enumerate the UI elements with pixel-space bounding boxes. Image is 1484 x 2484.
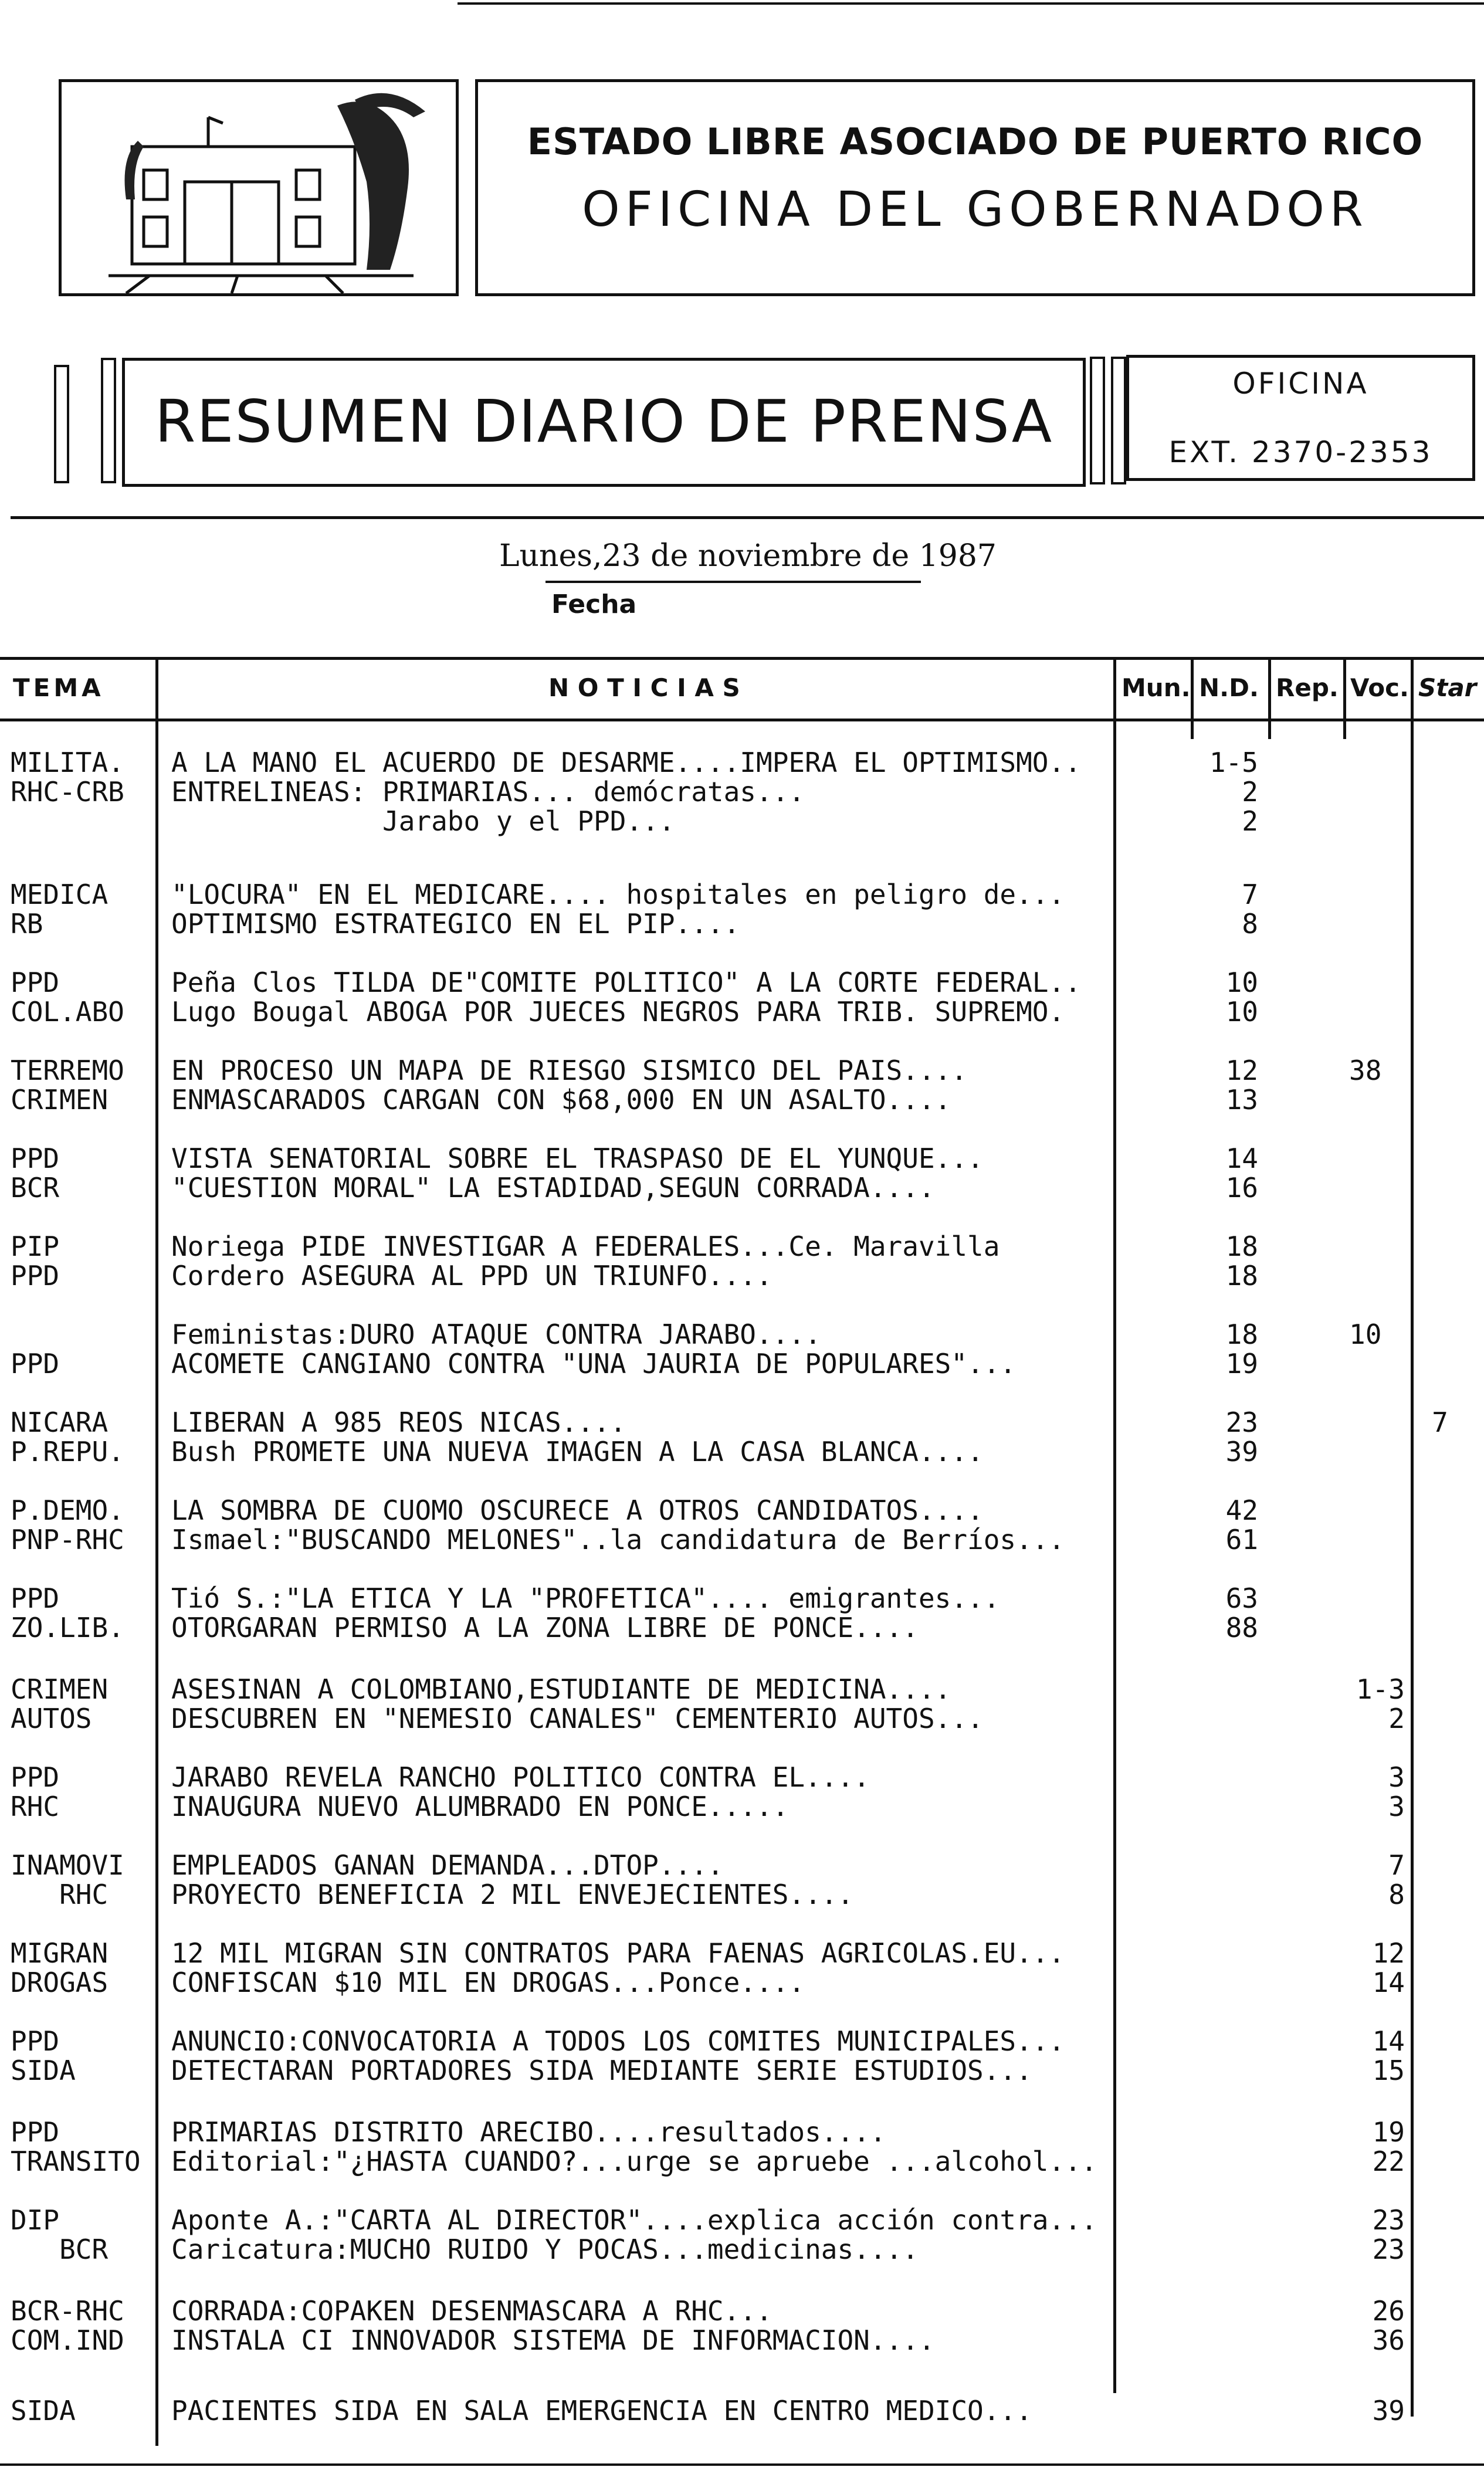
row-noticia: JARABO REVELA RANCHO POLITICO CONTRA EL.... (171, 1761, 870, 1793)
row-noticia: Bush PROMETE UNA NUEVA IMAGEN A LA CASA BLANCA.... (171, 1436, 984, 1468)
table-row (0, 2235, 1484, 2264)
office-extension: EXT. 2370-2353 (1168, 435, 1433, 469)
table-row (0, 1496, 1484, 1525)
row-tema: DROGAS (11, 1967, 109, 1998)
table-row (0, 997, 1484, 1026)
row-noticia: Aponte A.:"CARTA AL DIRECTOR"....explica acción contra... (171, 2204, 1097, 2236)
row-nd-page: 61 (1225, 1524, 1258, 1556)
row-nd-page: 42 (1225, 1495, 1258, 1526)
row-voc-page: 15 (1372, 2055, 1405, 2086)
row-nd-page: 16 (1225, 1172, 1258, 1204)
row-tema: RHC (11, 1791, 60, 1822)
table-header-rule (0, 719, 1484, 721)
row-noticia: ENTRELINEAS: PRIMARIAS... demócratas... (171, 776, 805, 808)
row-nd-page: 23 (1225, 1407, 1258, 1438)
row-tema: PPD (11, 1143, 60, 1174)
row-noticia: ANUNCIO:CONVOCATORIA A TODOS LOS COMITES MUNICIPALES... (171, 2025, 1065, 2057)
row-noticia: "CUESTION MORAL" LA ESTADIDAD,SEGUN CORRADA.... (171, 1172, 935, 1204)
table-row (0, 1675, 1484, 1704)
row-tema: SIDA (11, 2055, 76, 2086)
header-nd: N.D. (1199, 673, 1259, 702)
row-nd-page: 18 (1225, 1260, 1258, 1292)
table-row (0, 2056, 1484, 2085)
row-tema: BCR (11, 1172, 60, 1204)
row-tema: BCR (11, 2234, 109, 2265)
row-tema: PPD (11, 1761, 60, 1793)
row-noticia: CONFISCAN $10 MIL EN DROGAS...Ponce.... (171, 1967, 805, 1998)
row-voc-page: 36 (1372, 2324, 1405, 2356)
row-nd-page: 10 (1225, 967, 1258, 998)
row-noticia: A LA MANO EL ACUERDO DE DESARME....IMPERA EL OPTIMISMO.. (171, 747, 1081, 778)
row-tema: PIP (11, 1231, 60, 1262)
row-tema: TRANSITO (11, 2146, 141, 2177)
row-noticia: 12 MIL MIGRAN SIN CONTRATOS PARA FAENAS AGRICOLAS.EU... (171, 1937, 1065, 1969)
row-voc-page: 10 (1349, 1319, 1382, 1350)
row-tema: PPD (11, 2116, 60, 2148)
table-row (0, 909, 1484, 938)
row-noticia: Peña Clos TILDA DE"COMITE POLITICO" A LA CORTE FEDERAL.. (171, 967, 1081, 998)
row-tema: CRIMEN (11, 1673, 109, 1705)
row-noticia: Lugo Bougal ABOGA POR JUECES NEGROS PARA TRIB. SUPREMO. (171, 996, 1065, 1028)
table-row (0, 1880, 1484, 1909)
row-voc-page: 38 (1349, 1055, 1382, 1086)
top-rule (458, 2, 1484, 5)
table-row (0, 1056, 1484, 1085)
header-voc: Voc. (1350, 673, 1409, 702)
table-row (0, 2396, 1484, 2425)
row-nd-page: 12 (1225, 1055, 1258, 1086)
date-value: Lunes,23 de noviembre de 1987 (499, 538, 997, 574)
row-tema: BCR-RHC (11, 2295, 124, 2327)
header-subtitle: ESTADO LIBRE ASOCIADO DE PUERTO RICO (527, 120, 1424, 163)
row-tema: DIP (11, 2204, 60, 2236)
row-noticia: PRIMARIAS DISTRITO ARECIBO....resultados.... (171, 2116, 886, 2148)
row-tema: SIDA (11, 2395, 76, 2427)
header-rep: Rep. (1276, 673, 1339, 702)
row-noticia: PACIENTES SIDA EN SALA EMERGENCIA EN CENTRO MEDICO... (171, 2395, 1032, 2427)
row-tema: PPD (11, 2025, 60, 2057)
row-nd-page: 88 (1225, 1612, 1258, 1643)
row-tema: PNP-RHC (11, 1524, 124, 1556)
row-tema: MEDICA (11, 879, 109, 910)
table-row (0, 1613, 1484, 1642)
table-row (0, 1584, 1484, 1613)
col-divider-rep (1343, 657, 1346, 739)
table-row (0, 880, 1484, 909)
row-voc-page: 3 (1388, 1761, 1405, 1793)
row-nd-page: 2 (1242, 776, 1258, 808)
table-row (0, 748, 1484, 777)
table-row (0, 1939, 1484, 1968)
row-voc-page: 8 (1388, 1879, 1405, 1910)
row-nd-page: 39 (1225, 1436, 1258, 1468)
table-row (0, 1320, 1484, 1349)
date-label: Fecha (551, 589, 637, 619)
row-noticia: VISTA SENATORIAL SOBRE EL TRASPASO DE EL YUNQUE... (171, 1143, 984, 1174)
row-noticia: ASESINAN A COLOMBIANO,ESTUDIANTE DE MEDICINA.... (171, 1673, 951, 1705)
row-noticia: CORRADA:COPAKEN DESENMASCARA A RHC... (171, 2295, 773, 2327)
row-tema: MIGRAN (11, 1937, 109, 1969)
table-row (0, 1704, 1484, 1733)
row-tema: PPD (11, 1348, 60, 1380)
row-tema: P.REPU. (11, 1436, 124, 1468)
table-row (0, 1763, 1484, 1792)
col-divider-mun (1191, 657, 1194, 739)
row-voc-page: 3 (1388, 1791, 1405, 1822)
header-title: OFICINA DEL GOBERNADOR (582, 182, 1368, 238)
row-tema: COL.ABO (11, 996, 124, 1028)
row-noticia: Caricatura:MUCHO RUIDO Y POCAS...medicinas.... (171, 2234, 919, 2265)
date-underline (546, 581, 921, 583)
banner-title: RESUMEN DIARIO DE PRENSA (154, 387, 1053, 456)
header-noticias: N O T I C I A S (548, 673, 740, 702)
table-row (0, 2205, 1484, 2235)
table-row (0, 1525, 1484, 1554)
table-row (0, 2147, 1484, 2176)
row-noticia: EMPLEADOS GANAN DEMANDA...DTOP.... (171, 1849, 724, 1881)
row-voc-page: 2 (1388, 1703, 1405, 1734)
row-tema: P.DEMO. (11, 1495, 124, 1526)
row-nd-page: 63 (1225, 1582, 1258, 1614)
separator-rule (11, 516, 1484, 519)
header-mun: Mun. (1122, 673, 1191, 702)
row-tema: RHC-CRB (11, 776, 124, 808)
row-tema: COM.IND (11, 2324, 124, 2356)
table-row (0, 777, 1484, 806)
table-row (0, 1173, 1484, 1202)
row-noticia: "LOCURA" EN EL MEDICARE.... hospitales en peligro de... (171, 879, 1065, 910)
header-tema: TEMA (13, 673, 104, 702)
table-top-rule (0, 657, 1484, 660)
row-noticia: DETECTARAN PORTADORES SIDA MEDIANTE SERIE ESTUDIOS... (171, 2055, 1032, 2086)
row-voc-page: 1-3 (1356, 1673, 1405, 1705)
row-noticia: ENMASCARADOS CARGAN CON $68,000 EN UN ASALTO.... (171, 1084, 951, 1116)
row-voc-page: 23 (1372, 2234, 1405, 2265)
row-noticia: INSTALA CI INNOVADOR SISTEMA DE INFORMACION.... (171, 2324, 935, 2356)
table-row (0, 1349, 1484, 1378)
office-label: OFICINA (1232, 367, 1369, 401)
table-row (0, 2326, 1484, 2355)
row-nd-page: 10 (1225, 996, 1258, 1028)
row-nd-page: 8 (1242, 908, 1258, 940)
row-noticia: Editorial:"¿HASTA CUANDO?...urge se apruebe ...alcohol... (171, 2146, 1097, 2177)
table-row (0, 1792, 1484, 1821)
row-noticia: Jarabo y el PPD... (171, 805, 675, 837)
row-noticia: Feministas:DURO ATAQUE CONTRA JARABO.... (171, 1319, 821, 1350)
row-noticia: DESCUBREN EN "NEMESIO CANALES" CEMENTERIO AUTOS... (171, 1703, 984, 1734)
col-divider-nd (1268, 657, 1271, 739)
table-row (0, 2296, 1484, 2326)
row-voc-page: 7 (1388, 1849, 1405, 1881)
row-nd-page: 14 (1225, 1143, 1258, 1174)
row-noticia: OPTIMISMO ESTRATEGICO EN EL PIP.... (171, 908, 740, 940)
table-row (0, 1232, 1484, 1261)
row-nd-page: 2 (1242, 805, 1258, 837)
row-voc-page: 14 (1372, 2025, 1405, 2057)
row-noticia: Cordero ASEGURA AL PPD UN TRIUNFO.... (171, 1260, 773, 1292)
row-noticia: Ismael:"BUSCANDO MELONES"..la candidatura de Berríos... (171, 1524, 1065, 1556)
row-noticia: Noriega PIDE INVESTIGAR A FEDERALES...Ce. Maravilla (171, 1231, 1000, 1262)
row-voc-page: 12 (1372, 1937, 1405, 1969)
table-bottom-rule (0, 2463, 1484, 2466)
row-nd-page: 18 (1225, 1319, 1258, 1350)
row-voc-page: 26 (1372, 2295, 1405, 2327)
row-tema: RB (11, 908, 43, 940)
row-noticia: LA SOMBRA DE CUOMO OSCURECE A OTROS CANDIDATOS.... (171, 1495, 984, 1526)
header-star: Star (1418, 673, 1477, 702)
row-tema: PPD (11, 967, 60, 998)
row-tema: ZO.LIB. (11, 1612, 124, 1643)
row-noticia: PROYECTO BENEFICIA 2 MIL ENVEJECIENTES.... (171, 1879, 854, 1910)
logo-box (59, 79, 459, 296)
row-voc-page: 39 (1372, 2395, 1405, 2427)
table-row (0, 968, 1484, 997)
row-voc-page: 19 (1372, 2116, 1405, 2148)
row-tema: MILITA. (11, 747, 124, 778)
row-tema: NICARA (11, 1407, 109, 1438)
table-row (0, 2026, 1484, 2056)
row-nd-page: 19 (1225, 1348, 1258, 1380)
banner-bar-left-2 (101, 358, 116, 483)
row-noticia: OTORGARAN PERMISO A LA ZONA LIBRE DE PONCE.... (171, 1612, 919, 1643)
banner-bar-left-1 (54, 365, 69, 483)
table-row (0, 1261, 1484, 1290)
row-tema: CRIMEN (11, 1084, 109, 1116)
row-noticia: EN PROCESO UN MAPA DE RIESGO SISMICO DEL PAIS.... (171, 1055, 968, 1086)
table-row (0, 1085, 1484, 1114)
row-noticia: ACOMETE CANGIANO CONTRA "UNA JAURIA DE POPULARES"... (171, 1348, 1017, 1380)
table-row (0, 2117, 1484, 2147)
row-nd-page: 1-5 (1209, 747, 1258, 778)
row-voc-page: 23 (1372, 2204, 1405, 2236)
row-nd-page: 18 (1225, 1231, 1258, 1262)
row-voc-page: 22 (1372, 2146, 1405, 2177)
row-tema: AUTOS (11, 1703, 92, 1734)
row-noticia: Tió S.:"LA ETICA Y LA "PROFETICA".... emigrantes... (171, 1582, 1000, 1614)
table-row (0, 1851, 1484, 1880)
fortaleza-building-icon (62, 82, 456, 293)
banner-bar-right-1 (1090, 357, 1105, 484)
row-tema: RHC (11, 1879, 109, 1910)
row-star-page: 7 (1432, 1407, 1448, 1438)
row-nd-page: 7 (1242, 879, 1258, 910)
table-row (0, 1144, 1484, 1173)
row-nd-page: 13 (1225, 1084, 1258, 1116)
row-voc-page: 14 (1372, 1967, 1405, 1998)
row-tema: PPD (11, 1260, 60, 1292)
table-row (0, 1968, 1484, 1997)
row-tema: INAMOVI (11, 1849, 124, 1881)
row-noticia: LIBERAN A 985 REOS NICAS.... (171, 1407, 626, 1438)
banner-bar-right-2 (1111, 357, 1126, 484)
table-row (0, 1437, 1484, 1466)
table-row (0, 806, 1484, 836)
row-tema: TERREMO (11, 1055, 124, 1086)
table-row (0, 1408, 1484, 1437)
row-noticia: INAUGURA NUEVO ALUMBRADO EN PONCE..... (171, 1791, 789, 1822)
row-tema: PPD (11, 1582, 60, 1614)
